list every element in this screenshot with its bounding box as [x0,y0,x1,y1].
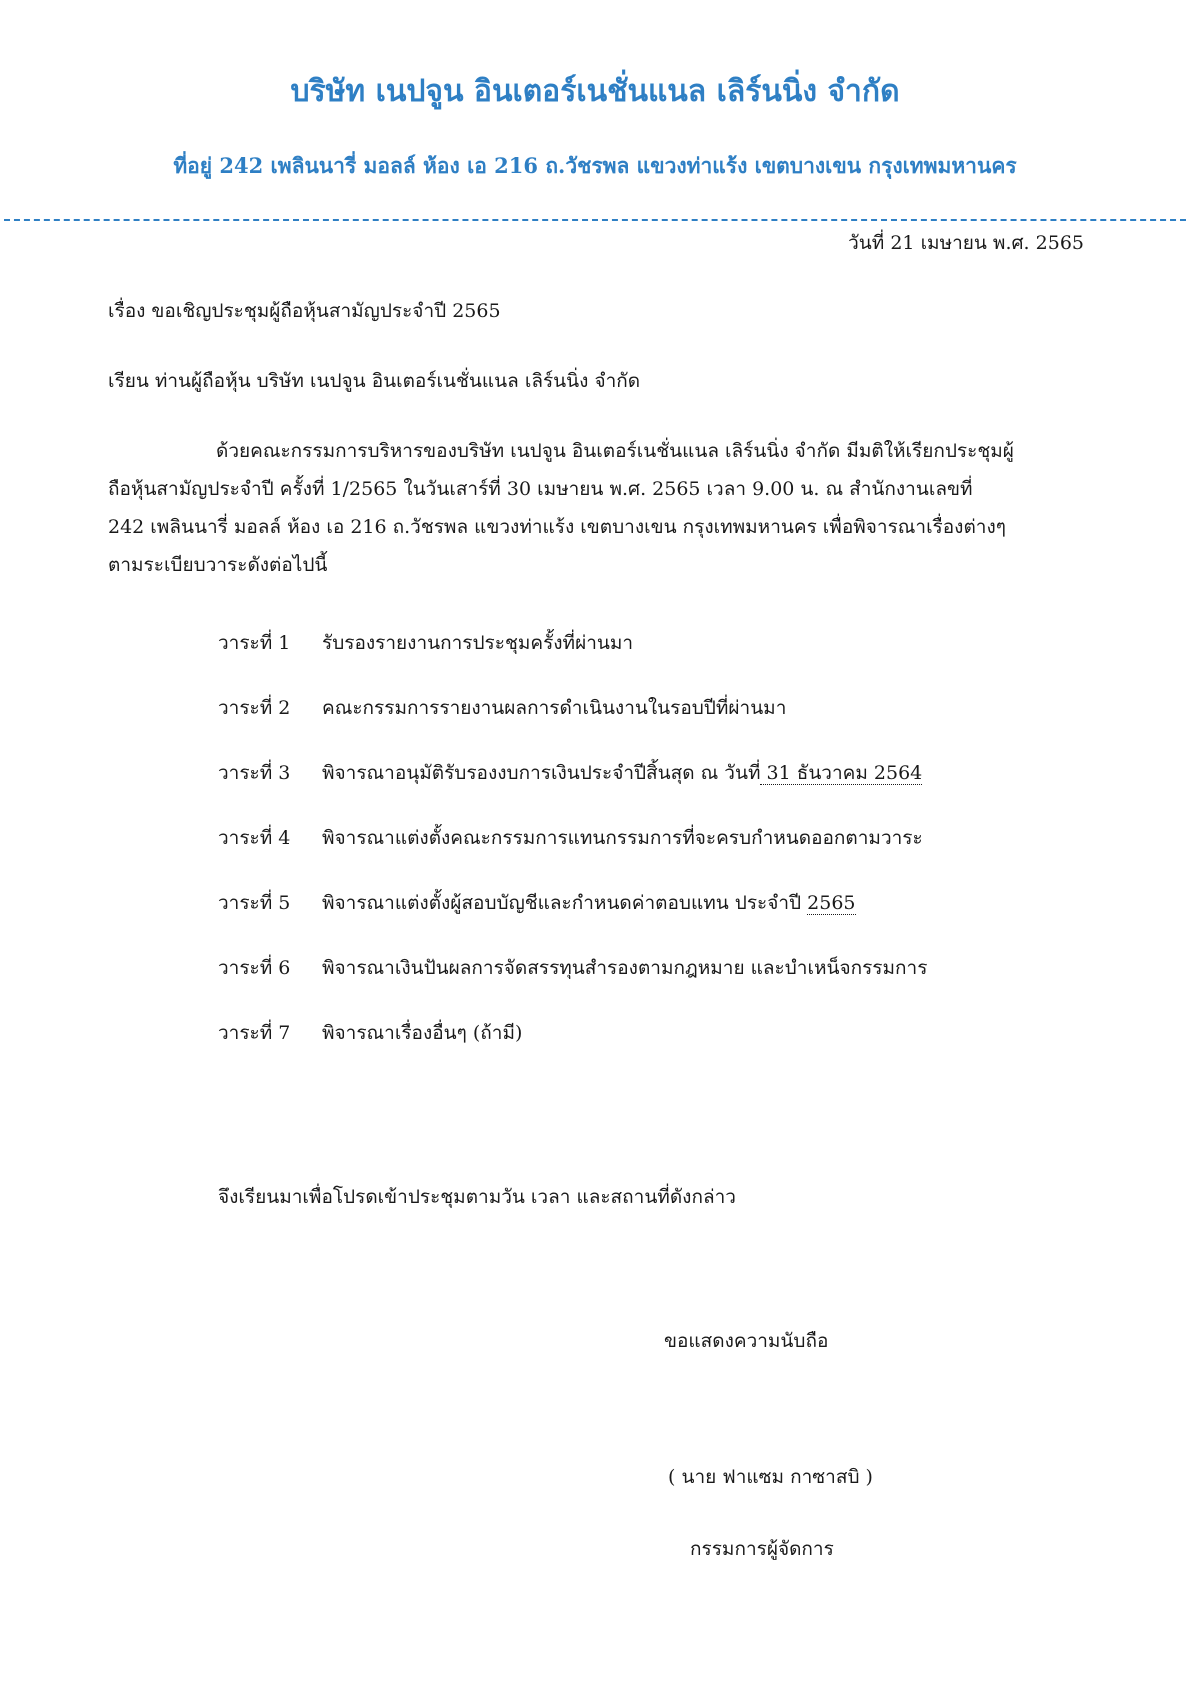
agenda-underlined: 31 ธันวาคม 2564 [760,762,923,784]
agenda-text: พิจารณาแต่งตั้งผู้สอบบัญชีและกำหนดค่าตอบแทน ประจำปี [322,892,808,914]
body-line: 242 เพลินนารี่ มอลล์ ห้อง เอ 216 ถ.วัชรพล แขวงท่าแร้ง เขตบางเขน กรุงเทพมหานคร เพื่อพิจารณาเรื่องต่างๆ [108,516,1006,538]
agenda-item [218,693,927,758]
agenda-number: วาระที่ 5 [218,892,291,914]
agenda-text: พิจารณาเงินปันผลการจัดสรรทุนสำรองตามกฎหมาย และบำเหน็จกรรมการ [322,957,928,979]
agenda-number: วาระที่ 6 [218,957,291,979]
letter-body [108,432,1088,584]
agenda-text: พิจารณาแต่งตั้งคณะกรรมการแทนกรรมการที่จะครบกำหนดออกตามวาระ [322,827,923,849]
agenda-list [218,628,927,1083]
letter-subject: เรื่อง ขอเชิญประชุมผู้ถือหุ้นสามัญประจำปี 2565 [108,300,501,322]
agenda-item [218,953,927,1018]
agenda-item [218,758,927,823]
signer-title: กรรมการผู้จัดการ [690,1538,834,1560]
agenda-number: วาระที่ 2 [218,697,291,719]
agenda-number: วาระที่ 3 [218,762,291,784]
letter-date: วันที่ 21 เมษายน พ.ศ. 2565 [848,232,1084,254]
header-divider [4,219,1186,221]
body-line: ด้วยคณะกรรมการบริหารของบริษัท เนปจูน อินเตอร์เนชั่นแนล เลิร์นนิ่ง จำกัด มีมติให้เรียกประชุมผู้ [216,440,1014,462]
company-name: บริษัท เนปจูน อินเตอร์เนชั่นแนล เลิร์นนิ่ง จำกัด [290,74,900,109]
signer-name: ( นาย ฟาแซม กาซาสบิ ) [668,1466,873,1488]
agenda-text: รับรองรายงานการประชุมครั้งที่ผ่านมา [322,632,634,654]
agenda-item [218,1018,927,1083]
agenda-underlined: 2565 [807,892,856,914]
body-line: ถือหุ้นสามัญประจำปี ครั้งที่ 1/2565 ในวันเสาร์ที่ 30 เมษายน พ.ศ. 2565 เวลา 9.00 น. ณ สำนักงานเลขที่ [108,478,973,500]
closing-statement: จึงเรียนมาเพื่อโปรดเข้าประชุมตามวัน เวลา และสถานที่ดังกล่าว [218,1186,736,1208]
agenda-text: คณะกรรมการรายงานผลการดำเนินงานในรอบปีที่ผ่านมา [322,697,787,719]
letter-salutation: เรียน ท่านผู้ถือหุ้น บริษัท เนปจูน อินเตอร์เนชั่นแนล เลิร์นนิ่ง จำกัด [108,370,641,392]
regards: ขอแสดงความนับถือ [664,1330,829,1352]
agenda-item [218,628,927,693]
agenda-number: วาระที่ 1 [218,632,291,654]
agenda-number: วาระที่ 7 [218,1022,291,1044]
agenda-text: พิจารณาเรื่องอื่นๆ (ถ้ามี) [322,1022,523,1044]
company-address: ที่อยู่ 242 เพลินนารี่ มอลล์ ห้อง เอ 216 ถ.วัชรพล แขวงท่าแร้ง เขตบางเขน กรุงเทพมหานคร [173,153,1017,178]
agenda-item [218,888,927,953]
body-line: ตามระเบียบวาระดังต่อไปนี้ [108,554,328,576]
agenda-text: พิจารณาอนุมัติรับรองงบการเงินประจำปีสิ้นสุด ณ วันที่ [322,762,761,784]
agenda-number: วาระที่ 4 [218,827,291,849]
agenda-item [218,823,927,888]
